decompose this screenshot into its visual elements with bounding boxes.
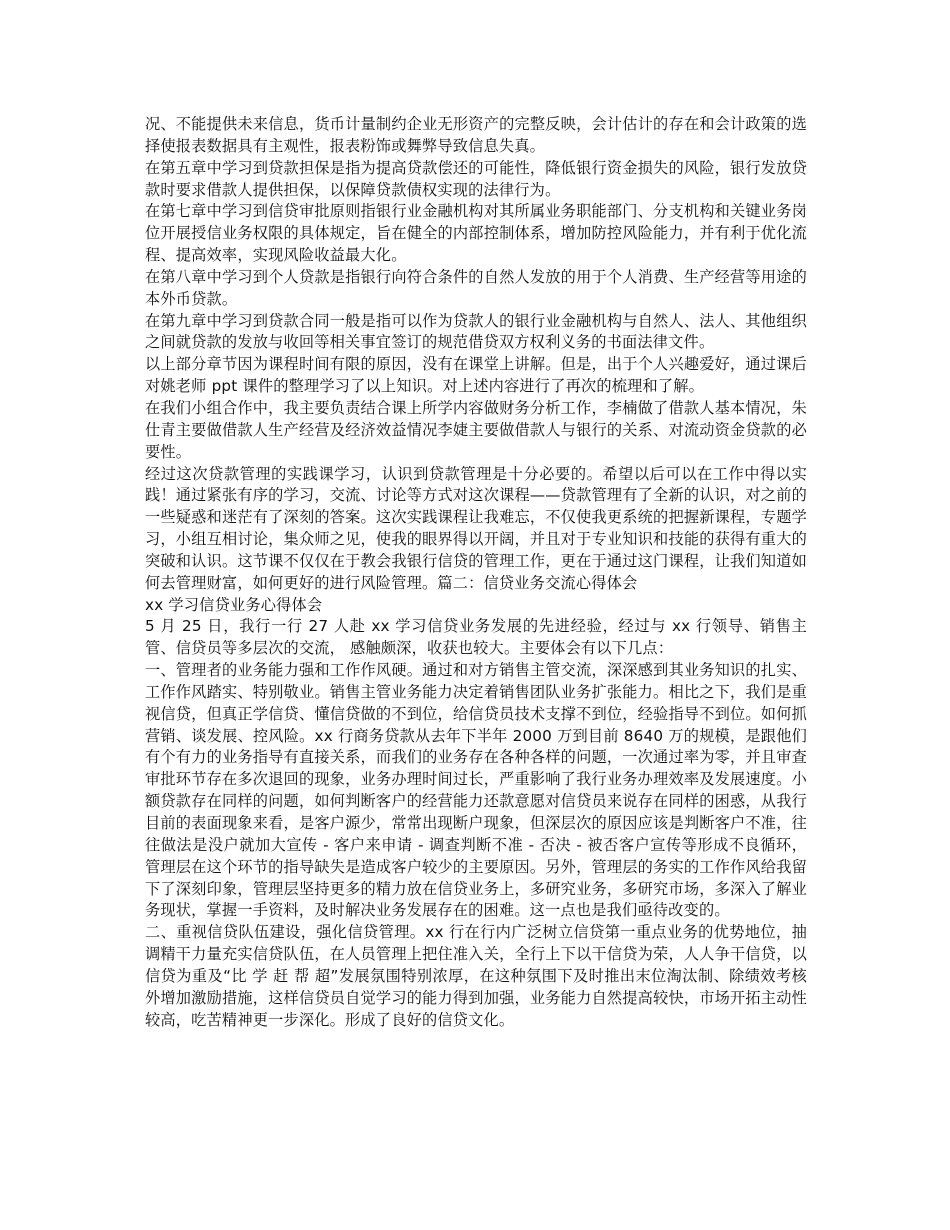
paragraph-chapter-8: 在第八章中学习到个人贷款是指银行向符合条件的自然人发放的用于个人消费、生产经营等用途的本外币贷款。	[145, 267, 807, 308]
paragraph-group-work: 在我们小组合作中，我主要负责结合课上所学内容做财务分析工作，李楠做了借款人基本情况，朱仕青主要做借款人生产经营及经济效益情况李婕主要做借款人与银行的关系、对流动资金贷款的必要性。	[145, 398, 807, 461]
document-body	[145, 114, 807, 1031]
paragraph-summary: 经过这次贷款管理的实践课学习，认识到贷款管理是十分必要的。希望以后可以在工作中得以实践！通过紧张有序的学习，交流、讨论等方式对这次课程——贷款管理有了全新的认识，对之前的一些疑惑和迷茫有了深刻的答案。这次实践课程让我难忘，不仅使我更系统的把握新课程，专题学习，小组互相讨论，集众师之见，使我的眼界得以开阔，并且对于专业知识和技能的获得有重大的突破和认识。这节课不仅仅在于教会我银行信贷的管理工作，更在于通过这门课程，让我们知道如何去管理财富，如何更好的进行风险管理。篇二：信贷业务交流心得体会	[145, 464, 807, 592]
paragraph-chapter-7: 在第七章中学习到信贷审批原则指银行业金融机构对其所属业务职能部门、分支机构和关键业务岗位开展授信业务权限的具体规定，旨在健全的内部控制体系，增加防控风险能力，并有利于优化流程、提高效率，实现风险收益最大化。	[145, 202, 807, 265]
paragraph-point-1: 一、管理者的业务能力强和工作作风硬。通过和对方销售主管交流，深深感到其业务知识的扎实、工作作风踏实、特别敬业。销售主管业务能力决定着销售团队业务扩张能力。相比之下，我们是重视信贷，但真正学信贷、懂信贷做的不到位，给信贷员技术支撑不到位，经验指导不到位。如何抓营销、谈发展、控风险。xx 行商务贷款从去年下半年 2000 万到目前 8640 万的规模，是跟他们有个有力的业务指导有直接关系，而我们的业务存在各种各样的问题，一次通过率为零，并且审查审批环节存在多次退回的现象，业务办理时间过长，严重影响了我行业务办理效率及发展速度。小额贷款存在同样的问题，如何判断客户的经营能力还款意愿对信贷员来说存在同样的困惑，从我行目前的表面现象来看，是客户源少，常常出现断户现象，但深层次的原因应该是判断客户不准，往往做法是没户就加大宣传 - 客户来申请 - 调查判断不准 - 否决 - 被否客户宣传等形成不良循环，管理层在这个环节的指导缺失是造成客户较少的主要原因。另外，管理层的务实的工作作风给我留下了深刻印象，管理层坚持更多的精力放在信贷业务上，多研究业务，多研究市场，多深入了解业务现状，掌握一手资料，及时解决业务发展存在的困难。这一点也是我们亟待改变的。	[145, 661, 807, 920]
paragraph-chapter-5: 在第五章中学习到贷款担保是指为提高贷款偿还的可能性，降低银行资金损失的风险，银行发放贷款时要求借款人提供担保，以保障贷款债权实现的法律行为。	[145, 158, 807, 199]
paragraph-self-study: 以上部分章节因为课程时间有限的原因，没有在课堂上讲解。但是，出于个人兴趣爱好，通过课后对姚老师 ppt 课件的整理学习了以上知识。对上述内容进行了再次的梳理和了解。	[145, 355, 807, 396]
paragraph-chapter-9: 在第九章中学习到贷款合同一般是指可以作为贷款人的银行业金融机构与自然人、法人、其他组织之间就贷款的发放与收回等相关事宜签订的规范借贷双方权利义务的书面法律文件。	[145, 311, 807, 352]
section-heading: xx 学习信贷业务心得体会	[145, 595, 323, 614]
paragraph-point-2: 二、重视信贷队伍建设，强化信贷管理。xx 行在行内广泛树立信贷第一重点业务的优势地位，抽调精干力量充实信贷队伍，在人员管理上把住准入关，全行上下以干信贷为荣，人人争干信贷，以信贷为重及“比 学 赶 帮 超”发展氛围特别浓厚，在这种氛围下及时推出末位淘汰制、除绩效考核外增加激励措施，这样信贷员自觉学习的能力得到加强，业务能力自然提高较快，市场开拓主动性较高，吃苦精神更一步深化。形成了良好的信贷文化。	[145, 923, 807, 1029]
paragraph-intro: 5 月 25 日，我行一行 27 人赴 xx 学习信贷业务发展的先进经验，经过与 xx 行领导、销售主管、信贷员等多层次的交流， 感触颇深，收获也较大。主要体会有以下几点：	[145, 617, 807, 658]
paragraph-fraud-continuation: 况、不能提供未来信息，货币计量制约企业无形资产的完整反映，会计估计的存在和会计政策的选择使报表数据具有主观性，报表粉饰或舞弊导致信息失真。	[145, 115, 807, 155]
